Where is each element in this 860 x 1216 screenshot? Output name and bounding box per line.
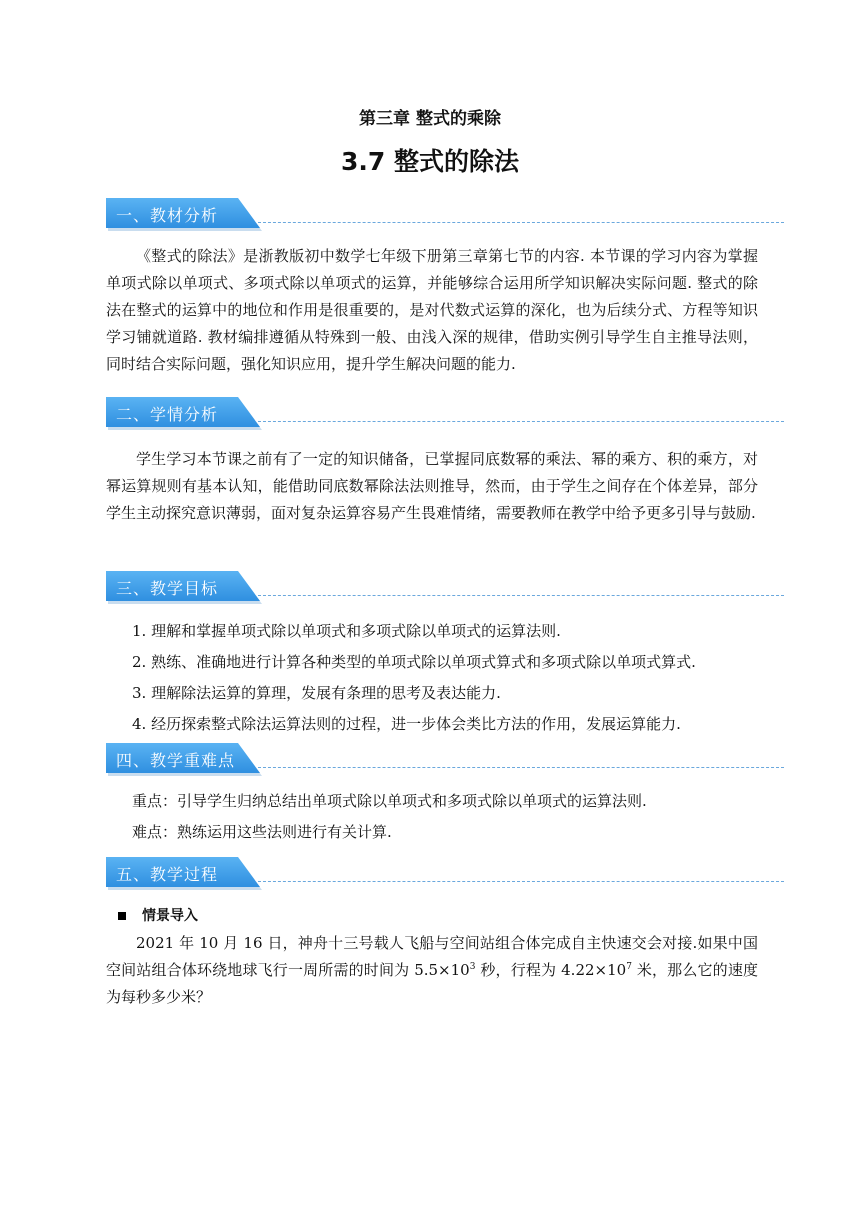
paragraph-text [106,930,758,1011]
section-header-teaching-objectives [106,571,784,601]
dashed-divider [258,421,784,422]
textbook-analysis-paragraph [106,243,758,378]
subheading-text: 情景导入 [142,908,198,924]
scenario-paragraph [106,930,758,1011]
subheading-scenario-intro [106,905,198,925]
list-item: 1. 理解和掌握单项式除以单项式和多项式除以单项式的运算法则. [132,622,561,640]
list-item: 2. 熟练、准确地进行计算各种类型的单项式除以单项式算式和多项式除以单项式算式. [132,653,696,671]
dashed-divider [258,222,784,223]
list-item: 3. 理解除法运算的算理，发展有条理的思考及表达能力. [132,684,501,702]
paragraph-text: 《整式的除法》是浙教版初中数学七年级下册第三章第七节的内容. 本节课的学习内容为掌握单项式除以单项式、多项式除以单项式的运算，并能够综合运用所学知识解决实际问题. 整式的除法在整式的运算中的地位和作用是很重要的，是对代数式运算的深化，也为后续分式、方程等知识学习铺就道路. 教材编排遵循从特殊到一般、由浅入深的规律，借助实例引导学生自主推导法则，同时结合实际问题，强化知识应用，提升学生解决问题的能力. [106,247,758,373]
exponent: 7 [626,962,632,972]
text-run: 2021 年 10 月 16 日，神舟十三号载人飞船与空间站组合体完成自主快速交会对接.如果中国空间站组合体环绕地球飞行一周所需的时间为 5.5×10 [106,934,758,979]
text-run: 秒，行程为 4.22×10 [475,961,627,979]
paragraph-text: 学生学习本节课之前有了一定的知识储备，已掌握同底数幂的乘法、幂的乘方、积的乘方，对幂运算规则有基本认知，能借助同底数幂除法法则推导，然而，由于学生之间存在个体差异，部分学生主动探究意识薄弱，面对复杂运算容易产生畏难情绪，需要教师在教学中给予更多引导与鼓励. [106,450,758,522]
objectives-list [106,616,766,740]
text-run: 米，那么它的速度为每秒多少米？ [106,961,758,1006]
section-label: 二、学情分析 [116,405,219,424]
list-item: 难点：熟练运用这些法则进行有关计算. [132,823,392,841]
section-label: 三、教学目标 [116,579,219,598]
section-header-key-difficult-points [106,743,784,773]
section-label: 四、教学重难点 [116,751,236,770]
list-item: 4. 经历探索整式除法运算法则的过程，进一步体会类比方法的作用，发展运算能力. [132,715,681,733]
section-label: 五、教学过程 [116,865,219,884]
dashed-divider [258,767,784,768]
square-bullet-icon [118,912,126,920]
section-label: 一、教材分析 [116,206,219,225]
section-header-teaching-process [106,857,784,887]
section-header-learner-analysis [106,397,784,427]
dashed-divider [258,881,784,882]
dashed-divider [258,595,784,596]
chapter-heading: 第三章 整式的乘除 [359,109,501,129]
learner-analysis-paragraph [106,446,758,527]
exponent: 3 [469,962,476,972]
list-item: 重点：引导学生归纳总结出单项式除以单项式和多项式除以单项式的运算法则. [132,792,647,810]
key-points-list [106,786,766,848]
section-header-textbook-analysis [106,198,784,228]
lesson-title: 3.7 整式的除法 [341,147,519,176]
